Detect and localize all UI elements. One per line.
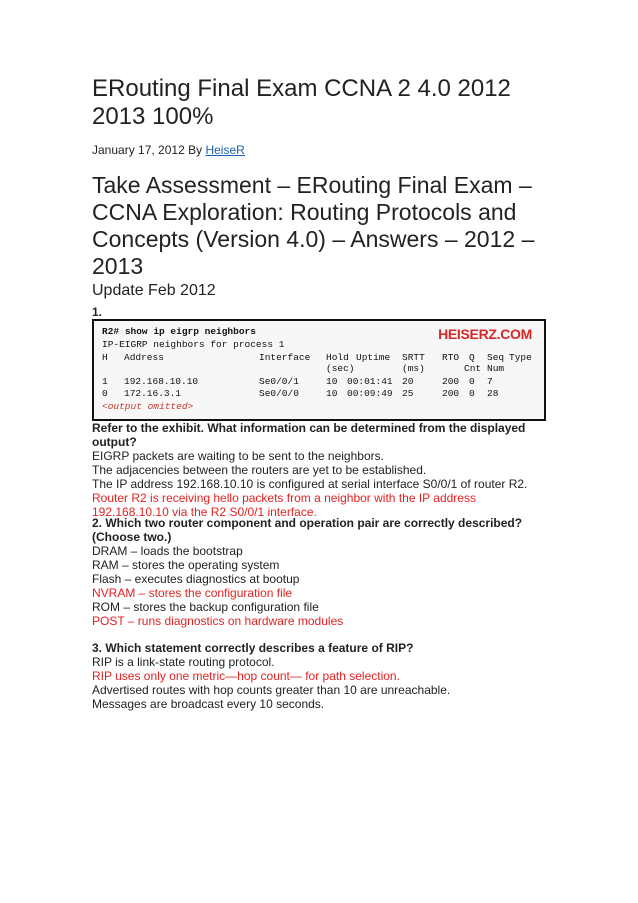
col-srtt: SRTT [402,352,425,363]
row2-h: 0 [102,388,108,399]
answer-3d: Messages are broadcast every 10 seconds. [92,697,325,711]
row2-seq: 28 [487,388,499,399]
col-hold: Hold [326,352,349,363]
answer-3c: Advertised routes with hop counts greater than 10 are unreachable. [92,683,451,697]
row2-hold: 10 [326,388,338,399]
output-omitted: <output omitted> [102,401,194,412]
row1-uptime: 00:01:41 [347,376,393,387]
answer-2d-correct: NVRAM – stores the configuration file [92,586,293,600]
col-q: Q [469,352,475,363]
row1-srtt: 20 [402,376,414,387]
post-subtitle: Take Assessment – ERouting Final Exam – CCNA Exploration: Routing Protocols and Concepts (Version 4.0) – Answers – 2012 – 2013 [92,172,535,279]
row1-interface: Se0/0/1 [259,376,299,387]
question-1-number: 1. [92,305,103,319]
answer-1b: The adjacencies between the routers are yet to be established. [92,463,427,477]
row1-rto: 200 [442,376,460,387]
answer-1d-correct: Router R2 is receiving hello packets from a neighbor with the IP address 192.168.10.10 via the R2 S0/0/1 interface. [92,491,476,519]
col-cnt: Cnt [464,363,482,374]
col-h: H [102,352,108,363]
col-uptime: Uptime [356,352,391,363]
by-label: By [188,143,203,157]
row2-rto: 200 [442,388,460,399]
row2-interface: Se0/0/0 [259,388,299,399]
question-3 [92,641,552,711]
row2-q: 0 [469,388,475,399]
row1-seq: 7 [487,376,493,387]
col-address: Address [124,352,164,363]
col-seq: Seq [487,352,505,363]
question-1 [92,421,552,519]
answer-2f-correct: POST – runs diagnostics on hardware modules [92,614,344,628]
exhibit-image [92,319,546,421]
byline [92,143,245,157]
answer-1c: The IP address 192.168.10.10 is configured at serial interface S0/0/1 of router R2. [92,477,528,491]
row1-address: 192.168.10.10 [124,376,199,387]
answer-3b-correct: RIP uses only one metric—hop count— for path selection. [92,669,400,683]
col-rto: RTO [442,352,460,363]
process-line: IP-EIGRP neighbors for process 1 [102,339,285,350]
question-2-text: 2. Which two router component and operation pair are correctly described? (Choose two.) [92,516,523,544]
col-num: Num [487,363,505,374]
col-interface: Interface [259,352,311,363]
row2-uptime: 00:09:49 [347,388,393,399]
answer-1a: EIGRP packets are waiting to be sent to the neighbors. [92,449,384,463]
row1-h: 1 [102,376,108,387]
col-ms: (ms) [402,363,425,374]
question-2 [92,516,552,628]
post-date: January 17, 2012 [92,143,185,157]
col-type: Type [509,352,532,363]
row2-srtt: 25 [402,388,414,399]
answer-3a: RIP is a link-state routing protocol. [92,655,275,669]
answer-2b: RAM – stores the operating system [92,558,280,572]
command-prompt: R2# [102,326,120,337]
answer-2a: DRAM – loads the bootstrap [92,544,243,558]
row1-q: 0 [469,376,475,387]
row2-address: 172.16.3.1 [124,388,182,399]
question-1-text: Refer to the exhibit. What information can be determined from the displayed output? [92,421,526,449]
update-note: Update Feb 2012 [92,282,216,299]
heiserz-logo: HEISERZ.COM [438,326,532,342]
answer-2e: ROM – stores the backup configuration file [92,600,319,614]
answer-2c: Flash – executes diagnostics at bootup [92,572,300,586]
post-title: ERouting Final Exam CCNA 2 4.0 2012 2013 100% [92,75,511,130]
author-link[interactable]: HeiseR [205,143,245,157]
row1-hold: 10 [326,376,338,387]
col-sec: (sec) [326,363,355,374]
question-3-text: 3. Which statement correctly describes a feature of RIP? [92,641,414,655]
command-line [102,326,256,337]
command-text: show ip eigrp neighbors [124,326,256,337]
